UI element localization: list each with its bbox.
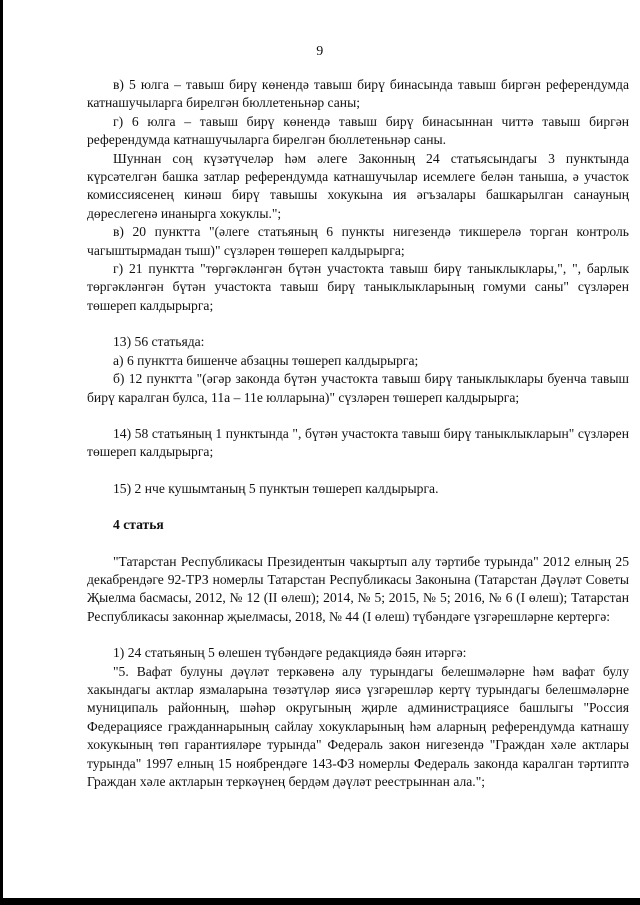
article-4-intro: "Татарстан Республикасы Президентын чакыртып алу тәртибе турында" 2012 елның 25 декабрендәге 92-ТРЗ номерлы Татарстан Республикасы Законына (Татарстан Дәүләт Советы Җыелма басмасы, 2012, № 12 (II өлеш); 2014, № 5; 2015, № 5; 2016, № 6 (I өлеш); Татарстан Республикасы законнар җыелмасы, 2018, № 44 (I өлеш) түбәндәге үзгәрешләрне кертергә: bbox=[87, 553, 629, 624]
item-14: 14) 58 статьяның 1 пунктында ", бүтән участокта тавыш бирү таныклыкларын" сүзләрен төшереп калдырырга; bbox=[87, 425, 629, 460]
paragraph-v-point20: в) 20 пунктта "(әлеге статьяның 6 пункты нигезендә тикшерелә торган контроль чагыштырмадан тыш)" сүзләрен төшереп калдырырга; bbox=[87, 224, 629, 258]
item-13-heading: 13) 56 статьяда: bbox=[113, 334, 205, 350]
paragraph-v-line5: в) 5 юлга – тавыш бирү көнендә тавыш бирү бинасында тавыш биргән референдумда катнашучыларга бирелгән бюллетеньнәр саны; bbox=[87, 77, 629, 111]
scan-left-edge bbox=[0, 0, 3, 905]
item-13-a: а) 6 пунктта бишенче абзацны төшереп калдырырга; bbox=[113, 352, 419, 368]
item-13-b: б) 12 пунктта "(әгәр законда бүтән участокта тавыш бирү таныклыклары буенча тавыш бирү каралган булса, 11а – 11е юлларына)" сүзләрен төшереп калдырырга; bbox=[87, 371, 629, 405]
article-4-quoted-text: "5. Вафат булуны дәүләт теркәвенә алу турындагы белешмәләрне һәм вафат булу хакындагы актлар язмаларына төзәтүләр яисә үзгәрешләр кертү турындагы белешмәләрне муниципаль районның, шәһәр округының җирле администрациясе башлыгы "Россия Федерациясе гражданнарының сайлау хокукларының һәм аларның референдумда катнашу хокукының төп гарантияләре турында" Федераль закон нигезендә "Граждан хәле актлары турында" 1997 елның 15 ноябрендәге 143-ФЗ номерлы Федераль законда каралган тәртиптә Граждан хәле актларын теркәүнең бердәм дәүләт реестрыннан ала."; bbox=[87, 663, 629, 789]
article-4-heading: 4 статья bbox=[113, 517, 164, 533]
scan-bottom-edge bbox=[0, 898, 640, 905]
document-body bbox=[87, 76, 629, 791]
page-number: 9 bbox=[316, 44, 324, 59]
paragraph-observers: Шуннан соң күзәтүчеләр һәм әлеге Законның 24 статьясындагы 3 пунктында күрсәтелгән башка затлар референдумда катнашучылар исемлеге белән таныша, ә участок комиссиясенең кинәш бирү тавышы хокукына ия әгъзалары башкарылган санауның дөреслегенә инанырга хокуклы."; bbox=[87, 150, 629, 221]
paragraph-g-point21: г) 21 пунктта "төргәкләнгән бүтән участокта тавыш бирү таныклыклары,", ", барлык төргәкләнгән бүтән участокта тавыш бирү таныклыкларының гомуми саны" сүзләрен төшереп калдырырга; bbox=[87, 261, 629, 313]
paragraph-g-line6: г) 6 юлга – тавыш бирү көнендә тавыш бирү бинасыннан читтә тавыш биргән референдумда катнашучыларга бирелгән бюллетеньнәр саны. bbox=[87, 113, 629, 148]
article-4-item-1: 1) 24 статьяның 5 өлешен түбәндәге редакциядә бәян итәргә: bbox=[113, 645, 467, 661]
item-15: 15) 2 нче кушымтаның 5 пунктын төшереп калдырырга. bbox=[113, 480, 439, 496]
